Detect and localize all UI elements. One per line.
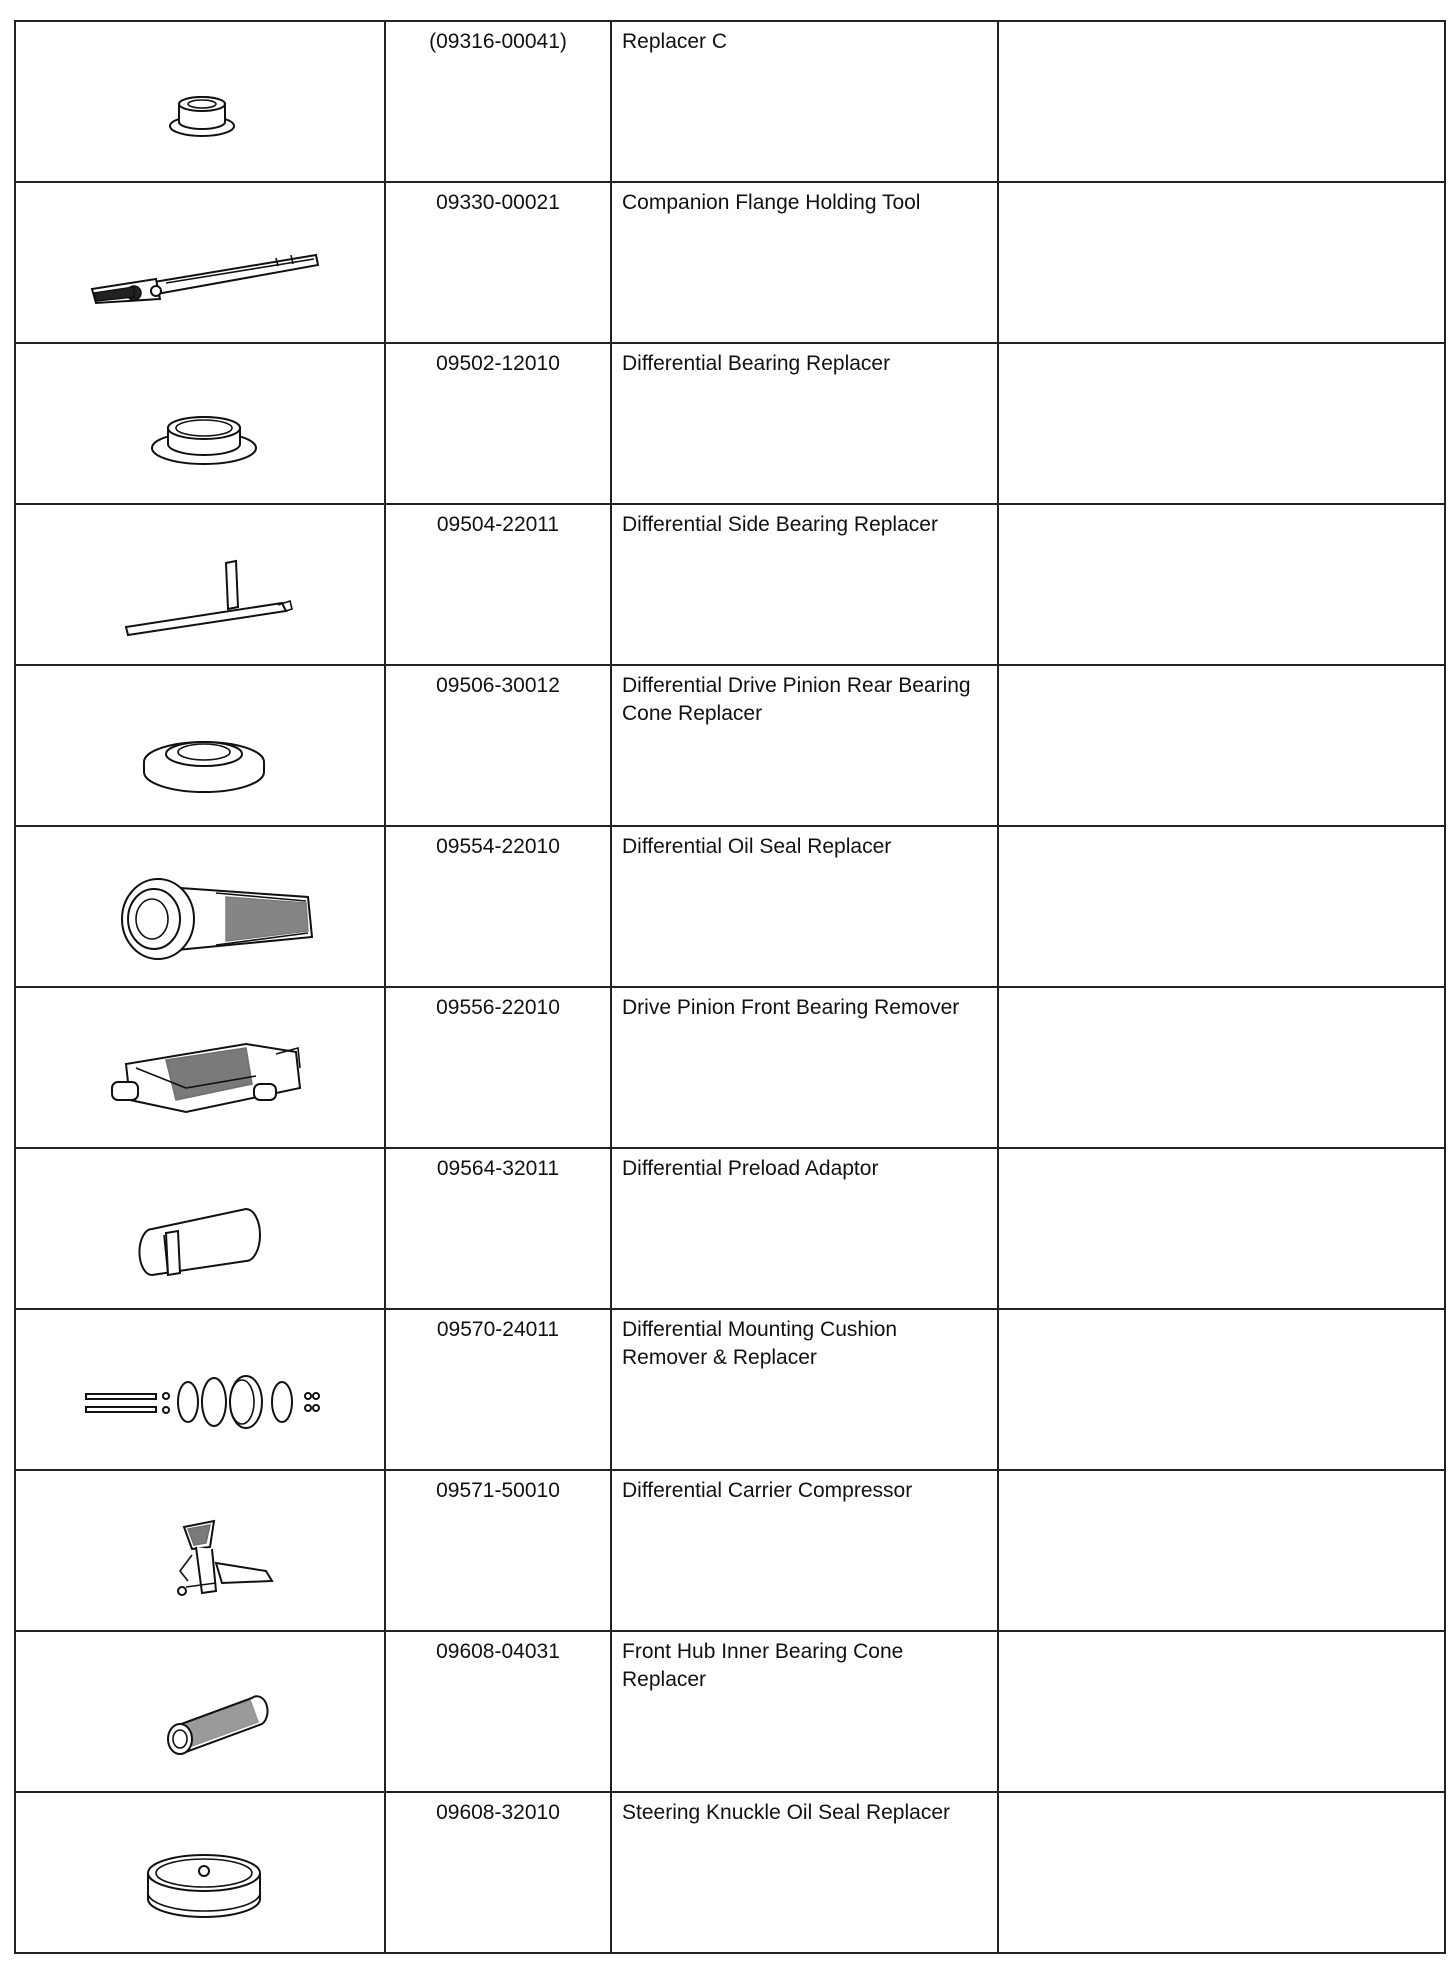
table-row (15, 1470, 1445, 1631)
tool-illustration-cell (15, 182, 385, 343)
tool-illustration-cell (15, 987, 385, 1148)
table-row (15, 1148, 1445, 1309)
oil-seal-replacer-icon (16, 827, 384, 988)
part-number: 09502-12010 (436, 352, 560, 375)
table-row (15, 987, 1445, 1148)
note-cell (998, 21, 1445, 182)
tool-illustration-cell (15, 1631, 385, 1792)
tool-name: Front Hub Inner Bearing Cone Replacer (622, 1640, 904, 1691)
note-cell (998, 182, 1445, 343)
tool-illustration-cell (15, 826, 385, 987)
tool-name-cell (611, 1631, 998, 1792)
pinion-cone-replacer-icon (16, 666, 384, 827)
tool-name-cell (611, 182, 998, 343)
knuckle-seal-replacer-icon (16, 1793, 384, 1954)
note-cell (998, 826, 1445, 987)
note-cell (998, 343, 1445, 504)
special-service-tools-table (14, 20, 1446, 1954)
tool-name: Differential Oil Seal Replacer (622, 835, 892, 858)
tool-name: Differential Carrier Compressor (622, 1479, 913, 1502)
table-row (15, 1792, 1445, 1953)
side-bearing-replacer-icon (16, 505, 384, 666)
tool-illustration-cell (15, 504, 385, 665)
part-number-cell (385, 1631, 611, 1792)
cushion-remover-kit-icon (16, 1310, 384, 1471)
carrier-compressor-icon (16, 1471, 384, 1632)
tool-illustration-cell (15, 1470, 385, 1631)
table-row (15, 343, 1445, 504)
tool-name-cell (611, 987, 998, 1148)
table-row (15, 182, 1445, 343)
tool-name: Differential Side Bearing Replacer (622, 513, 938, 536)
hub-cone-replacer-icon (16, 1632, 384, 1793)
part-number: 09504-22011 (436, 513, 560, 536)
table-row (15, 665, 1445, 826)
part-number: 09570-24011 (436, 1318, 560, 1341)
part-number-cell (385, 504, 611, 665)
note-cell (998, 1470, 1445, 1631)
tool-illustration-cell (15, 665, 385, 826)
part-number: 09554-22010 (436, 835, 560, 858)
tool-illustration-cell (15, 343, 385, 504)
part-number: 09506-30012 (436, 674, 560, 697)
part-number: 09608-04031 (436, 1640, 560, 1663)
tool-name-cell (611, 1309, 998, 1470)
tool-name-cell (611, 504, 998, 665)
tool-illustration-cell (15, 1309, 385, 1470)
tool-illustration-cell (15, 1148, 385, 1309)
note-cell (998, 504, 1445, 665)
part-number-cell (385, 1792, 611, 1953)
tool-name: Companion Flange Holding Tool (622, 191, 921, 214)
table-row (15, 504, 1445, 665)
bearing-remover-icon (16, 988, 384, 1149)
note-cell (998, 665, 1445, 826)
tool-name-cell (611, 826, 998, 987)
tool-name: Differential Mounting Cushion Remover & Replacer (622, 1318, 898, 1369)
bearing-replacer-icon (16, 344, 384, 505)
tool-name: Differential Drive Pinion Rear Bearing Cone Replacer (622, 674, 971, 725)
tool-name: Replacer C (622, 30, 728, 53)
tool-name-cell (611, 1792, 998, 1953)
part-number: 09330-00021 (436, 191, 560, 214)
part-number-cell (385, 665, 611, 826)
part-number-cell (385, 987, 611, 1148)
table-row (15, 826, 1445, 987)
part-number-cell (385, 1309, 611, 1470)
note-cell (998, 1148, 1445, 1309)
part-number: 09571-50010 (436, 1479, 560, 1502)
part-number: 09556-22010 (436, 996, 560, 1019)
part-number-cell (385, 343, 611, 504)
part-number: 09564-32011 (436, 1157, 560, 1180)
note-cell (998, 987, 1445, 1148)
table-row (15, 1631, 1445, 1792)
part-number: (09316-00041) (429, 30, 567, 53)
part-number-cell (385, 826, 611, 987)
tool-name: Drive Pinion Front Bearing Remover (622, 996, 960, 1019)
tool-name: Steering Knuckle Oil Seal Replacer (622, 1801, 951, 1824)
part-number: 09608-32010 (436, 1801, 560, 1824)
note-cell (998, 1309, 1445, 1470)
tool-name-cell (611, 1470, 998, 1631)
part-number-cell (385, 1470, 611, 1631)
tool-name-cell (611, 1148, 998, 1309)
table-row (15, 1309, 1445, 1470)
note-cell (998, 1631, 1445, 1792)
part-number-cell (385, 182, 611, 343)
flange-holding-tool-icon (16, 183, 384, 344)
tool-name-cell (611, 21, 998, 182)
preload-adaptor-icon (16, 1149, 384, 1310)
tool-name-cell (611, 665, 998, 826)
tool-illustration-cell (15, 21, 385, 182)
tool-name-cell (611, 343, 998, 504)
tool-illustration-cell (15, 1792, 385, 1953)
tool-name: Differential Bearing Replacer (622, 352, 891, 375)
table-row (15, 21, 1445, 182)
tool-name: Differential Preload Adaptor (622, 1157, 879, 1180)
replacer-c-icon (16, 22, 384, 183)
note-cell (998, 1792, 1445, 1953)
part-number-cell (385, 21, 611, 182)
part-number-cell (385, 1148, 611, 1309)
